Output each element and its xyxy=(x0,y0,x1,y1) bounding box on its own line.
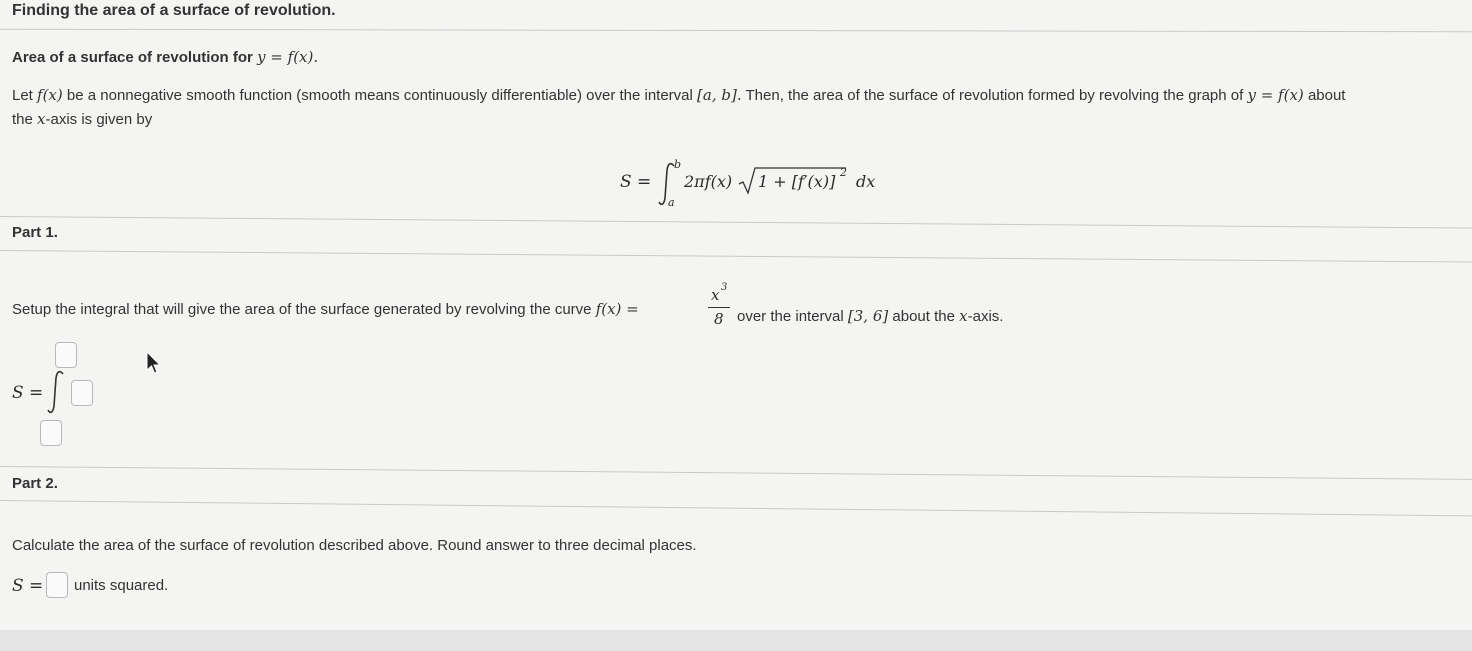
fraction-denominator: 8 xyxy=(714,310,724,328)
part2-bottom-divider xyxy=(0,500,1472,516)
formula-lhs: S = xyxy=(620,172,652,192)
part1-question xyxy=(12,300,639,318)
section-heading-text: Area of a surface of revolution for xyxy=(12,49,253,66)
formula-power: 2 xyxy=(840,166,847,179)
integral-sign-icon xyxy=(46,370,68,416)
part1-fx: f(x) = xyxy=(595,300,639,318)
over-interval-text: over the interval xyxy=(737,308,844,325)
y-fx-math: y = f(x) xyxy=(1247,86,1304,104)
part2-label: Part 2. xyxy=(12,475,58,492)
units-label: units squared. xyxy=(74,577,169,594)
part2-answer-lhs: S = xyxy=(12,576,44,596)
lower-limit: a xyxy=(668,196,675,209)
integrand-input[interactable] xyxy=(71,380,93,406)
formula-radicand: 1 + [f′(x)] xyxy=(758,172,836,191)
then-text: Then, the area of the surface of revolution formed by revolving the graph of xyxy=(745,87,1244,104)
section-heading xyxy=(12,48,318,66)
fx-math: f(x) xyxy=(37,86,63,104)
formula-dx: dx xyxy=(856,172,876,191)
part1-bottom-divider xyxy=(0,250,1472,263)
about-text: about xyxy=(1307,87,1346,104)
part1-fraction xyxy=(708,282,730,334)
part2-question: Calculate the area of the surface of revolution described above. Round answer to three decimal places. xyxy=(12,537,697,554)
axis-text: -axis. xyxy=(967,308,1004,325)
upper-limit-input[interactable] xyxy=(55,342,77,368)
fraction-numerator-power: 3 xyxy=(721,282,728,293)
part1-question-text: Setup the integral that will give the area of the surface generated by revolving the curve xyxy=(12,301,592,318)
part1-top-divider xyxy=(0,216,1472,229)
title-divider xyxy=(0,29,1472,33)
part1-interval: [3, 6] xyxy=(847,307,889,325)
surface-area-answer-input[interactable] xyxy=(46,572,68,598)
the-text: the xyxy=(12,111,33,128)
about-the-text: about the xyxy=(892,308,955,325)
part2-top-divider xyxy=(0,466,1472,480)
surface-area-formula xyxy=(620,160,890,210)
fraction-numerator: x xyxy=(711,286,720,304)
part1-answer-lhs: S = xyxy=(12,383,44,403)
mouse-cursor-icon xyxy=(145,350,163,376)
lower-limit-input[interactable] xyxy=(40,420,62,446)
interval-math: [a, b]. xyxy=(697,86,742,104)
bottom-strip xyxy=(0,630,1472,651)
axis-given-text: -axis is given by xyxy=(45,111,153,128)
definition-line-1 xyxy=(12,86,1345,104)
part1-x-var: x xyxy=(959,307,968,325)
page-title: Finding the area of a surface of revolution. xyxy=(12,2,336,19)
definition-text: be a nonnegative smooth function (smooth means continuously differentiable) over the interval xyxy=(66,87,693,104)
part1-label: Part 1. xyxy=(12,224,58,241)
section-heading-math: y = f(x). xyxy=(257,48,319,66)
let-text: Let xyxy=(12,87,33,104)
x-axis-var: x xyxy=(37,110,46,128)
definition-line-2 xyxy=(12,110,152,128)
part1-question-suffix xyxy=(737,307,1003,325)
formula-integrand: 2πf(x) xyxy=(684,172,733,191)
upper-limit: b xyxy=(674,158,682,171)
fraction-bar xyxy=(708,307,730,308)
